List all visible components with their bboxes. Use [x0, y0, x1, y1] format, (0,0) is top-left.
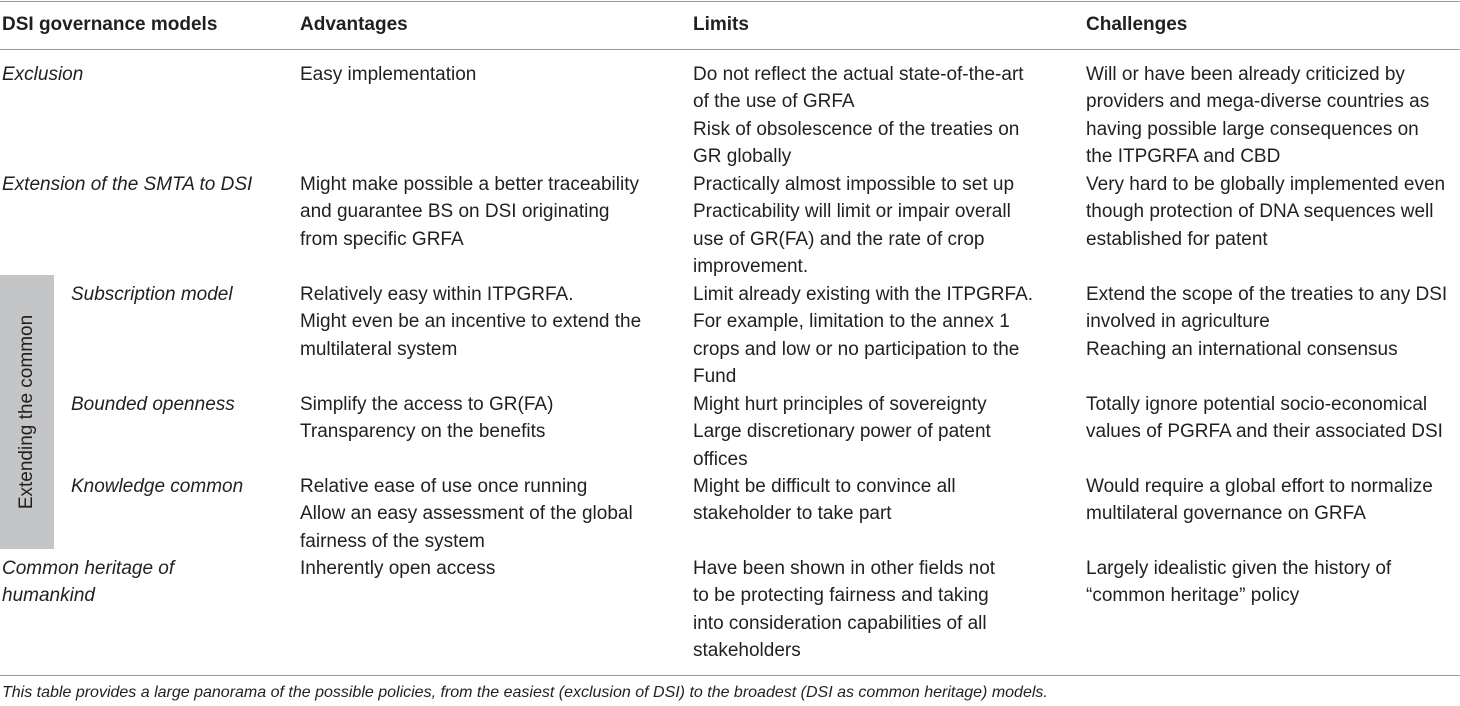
text-line: crops and low or no participation to the: [693, 338, 1020, 360]
row-heritage-model: [2, 555, 174, 610]
text-line: though protection of DNA sequences well: [1086, 201, 1434, 223]
text-line: Will or have been already criticized by: [1086, 64, 1405, 85]
row-subscription-model: [71, 281, 233, 308]
text-line: the ITPGRFA and CBD: [1086, 145, 1281, 167]
text-line: involved in agriculture: [1086, 311, 1270, 333]
table-top-rule: [0, 1, 1460, 2]
text-line: For example, limitation to the annex 1: [693, 311, 1010, 333]
text-line: established for patent: [1086, 228, 1268, 250]
row-heritage-limits: [693, 555, 995, 664]
text-line: stakeholder to take part: [693, 503, 892, 525]
text-line: of the use of GRFA: [693, 91, 855, 113]
text-line: Might be difficult to convince all: [693, 476, 956, 497]
table-bottom-rule: [0, 675, 1460, 676]
text-line: Have been shown in other fields not: [693, 558, 996, 579]
row-exclusion-challenges: [1086, 61, 1429, 170]
text-line: fairness of the system: [300, 530, 485, 552]
text-line: Extend the scope of the treaties to any DSI: [1086, 284, 1448, 305]
row-bounded-model: [71, 391, 235, 418]
text-line: Largely idealistic given the history of: [1086, 558, 1392, 579]
text-line: offices: [693, 448, 748, 470]
text-line: and guarantee BS on DSI originating: [300, 201, 610, 223]
row-knowledge-challenges: [1086, 473, 1433, 528]
text-line: multilateral system: [300, 338, 458, 360]
row-exclusion-limits: [693, 61, 1024, 170]
row-bounded-advantages: [300, 391, 553, 446]
text-line: stakeholders: [693, 639, 801, 661]
model-name: humankind: [2, 585, 95, 607]
text-line: into consideration capabilities of all: [693, 612, 987, 634]
group-sidebar: [0, 275, 54, 549]
text-line: providers and mega-diverse countries as: [1086, 91, 1430, 113]
text-line: Limit already existing with the ITPGRFA.: [693, 284, 1034, 305]
row-smta-advantages: [300, 171, 639, 253]
text-line: Would require a global effort to normalize: [1086, 476, 1433, 497]
text-line: Totally ignore potential socio-economical: [1086, 394, 1428, 415]
header-models: DSI governance models: [2, 14, 218, 35]
table-footnote: This table provides a large panorama of the possible policies, from the easiest (exclusion of DSI) to the broadest (DSI as common heritage) models.: [2, 684, 1048, 701]
row-smta-challenges: [1086, 171, 1445, 253]
row-bounded-challenges: [1086, 391, 1443, 446]
header-advantages: Advantages: [300, 14, 408, 35]
text-line: use of GR(FA) and the rate of crop: [693, 228, 985, 250]
row-knowledge-limits: [693, 473, 956, 528]
text-line: having possible large consequences on: [1086, 118, 1419, 140]
text-line: improvement.: [693, 255, 809, 277]
model-name: Common heritage of: [2, 558, 175, 579]
row-heritage-challenges: [1086, 555, 1391, 610]
text-line: Do not reflect the actual state-of-the-art: [693, 64, 1024, 85]
text-line: Might even be an incentive to extend the: [300, 311, 642, 333]
text-line: to be protecting fairness and taking: [693, 585, 989, 607]
model-name: Bounded openness: [71, 394, 235, 415]
row-heritage-advantages: [300, 555, 495, 582]
text-line: from specific GRFA: [300, 228, 464, 250]
text-line: Might make possible a better traceability: [300, 174, 639, 195]
row-bounded-limits: [693, 391, 991, 473]
model-name: Subscription model: [71, 284, 233, 305]
row-subscription-challenges: [1086, 281, 1447, 363]
text-line: Practically almost impossible to set up: [693, 174, 1015, 195]
text-line: Practicability will limit or impair overall: [693, 201, 1011, 223]
text-line: Might hurt principles of sovereignty: [693, 394, 987, 415]
text-line: multilateral governance on GRFA: [1086, 503, 1366, 525]
text-line: Transparency on the benefits: [300, 421, 546, 443]
text-line: GR globally: [693, 145, 792, 167]
row-exclusion-model: [2, 61, 83, 88]
model-name: Exclusion: [2, 64, 84, 85]
header-limits: Limits: [693, 14, 749, 35]
row-subscription-advantages: [300, 281, 641, 363]
row-smta-limits: [693, 171, 1014, 280]
text-line: Reaching an international consensus: [1086, 338, 1398, 360]
text-line: Very hard to be globally implemented even: [1086, 174, 1446, 195]
row-knowledge-advantages: [300, 473, 633, 555]
group-label: Extending the common: [16, 314, 37, 510]
text-line: Simplify the access to GR(FA): [300, 394, 554, 415]
text-line: Relatively easy within ITPGRFA.: [300, 284, 574, 305]
text-line: Risk of obsolescence of the treaties on: [693, 118, 1020, 140]
row-exclusion-advantages: [300, 61, 476, 88]
text-line: Large discretionary power of patent: [693, 421, 991, 443]
text-line: Easy implementation: [300, 64, 477, 85]
text-line: Fund: [693, 365, 737, 387]
text-line: “common heritage” policy: [1086, 585, 1300, 607]
text-line: values of PGRFA and their associated DSI: [1086, 421, 1443, 443]
row-smta-model: [2, 171, 252, 198]
model-name: Extension of the SMTA to DSI: [2, 174, 253, 195]
text-line: Inherently open access: [300, 558, 496, 579]
text-line: Relative ease of use once running: [300, 476, 588, 497]
header-challenges: Challenges: [1086, 14, 1188, 35]
text-line: Allow an easy assessment of the global: [300, 503, 633, 525]
model-name: Knowledge common: [71, 476, 244, 497]
row-subscription-limits: [693, 281, 1033, 390]
header-rule: [0, 49, 1460, 50]
row-knowledge-model: [71, 473, 243, 500]
